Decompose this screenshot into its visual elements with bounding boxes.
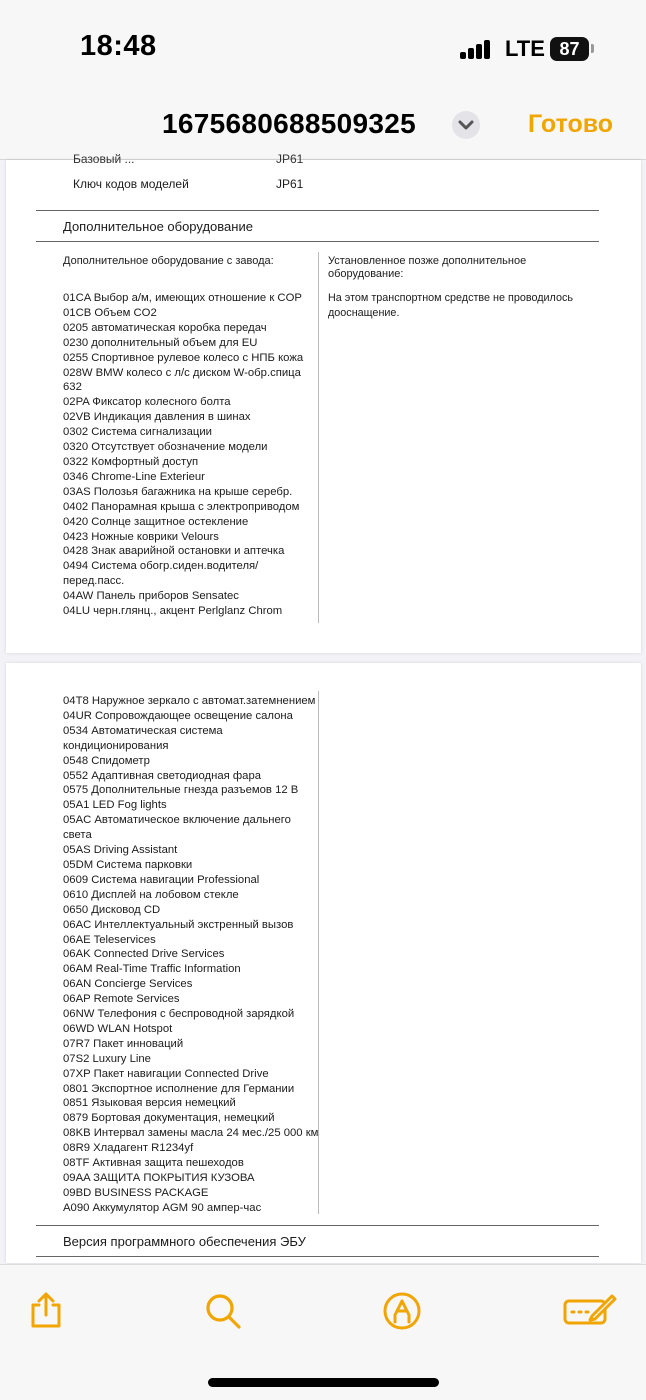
equipment-item: 05A1 LED Fog lights [63, 799, 167, 812]
battery-icon: 87 [550, 37, 589, 61]
equipment-item: 06WD WLAN Hotspot [63, 1022, 173, 1035]
equipment-item: перед.пасс. [63, 575, 125, 588]
equipment-item: 01CA Выбор а/м, имеющих отношение к COP [63, 292, 302, 304]
equipment-item: 06AK Connected Drive Services [63, 948, 225, 961]
retrofit-heading-line-1: Установленное позже дополнительное [328, 255, 527, 267]
equipment-item: 0402 Панорамная крыша с электроприводом [63, 500, 300, 513]
equipment-item: 0346 Chrome-Line Exterieur [63, 470, 205, 483]
network-type: LTE [505, 36, 545, 61]
equipment-item: 0851 Языковая версия немецкий [63, 1097, 236, 1110]
equipment-item: 05DM Система парковки [63, 858, 193, 871]
equipment-item: 08TF Активная защита пешеходов [63, 1157, 244, 1170]
retrofit-note-line-2: дооснащение. [328, 306, 400, 319]
factory-equipment-list [63, 291, 323, 619]
factory-equipment-heading: Дополнительное оборудование с завода: [63, 255, 274, 267]
equipment-item: 0534 Автоматическая система [63, 724, 223, 737]
home-indicator [208, 1378, 439, 1387]
equipment-item: 08KB Интервал замены масла 24 мес./25 000 км [63, 1127, 319, 1140]
clock: 18:48 [80, 30, 157, 62]
equipment-item: 0575 Дополнительные гнезда разъемов 12 В [63, 784, 299, 797]
divider [36, 241, 599, 242]
share-icon[interactable] [26, 1291, 66, 1331]
signal-strength-icon [460, 39, 492, 59]
model-key-value: JP61 [276, 177, 304, 191]
equipment-item: 0609 Система навигации Professional [63, 873, 260, 886]
equipment-item: 0322 Комфортный доступ [63, 455, 199, 468]
equipment-item: 05AS Driving Assistant [63, 844, 178, 857]
search-icon[interactable] [203, 1291, 243, 1331]
document-title[interactable]: 1675680688509325 [162, 108, 416, 139]
equipment-item: 07S2 Luxury Line [63, 1052, 151, 1065]
equipment-item: 01CB Объем CO2 [63, 306, 157, 319]
clipped-value: JP61 [276, 152, 304, 164]
model-key-label: Ключ кодов моделей [73, 177, 189, 191]
equipment-item: 0205 автоматическая коробка передач [63, 321, 267, 334]
equipment-item: 04UR Сопровождающее освещение салона [63, 709, 293, 722]
equipment-item: 0320 Отсутствует обозначение модели [63, 441, 268, 454]
equipment-item: 0879 Бортовая документация, немецкий [63, 1112, 275, 1125]
retrofit-note [328, 291, 598, 321]
document-page-2 [6, 663, 641, 1263]
equipment-item: 0650 Дисковод CD [63, 903, 161, 916]
markup-icon[interactable] [382, 1291, 422, 1331]
chevron-down-icon[interactable] [452, 111, 480, 139]
equipment-item: 028W BMW колесо с л/с диском W-обр.спица [63, 366, 301, 379]
equipment-item: 09AA ЗАЩИТА ПОКРЫТИЯ КУЗОВА [63, 1172, 255, 1184]
equipment-item: 05AC Автоматическое включение дальнего [63, 814, 291, 827]
equipment-item: 0548 Спидометр [63, 754, 150, 767]
equipment-item: 06AM Real-Time Traffic Information [63, 963, 241, 976]
equipment-item: 0420 Солнце защитное остекление [63, 515, 249, 528]
equipment-item: 07XP Пакет навигации Connected Drive [63, 1067, 269, 1080]
annotate-icon[interactable] [562, 1291, 618, 1331]
status-bar [0, 0, 646, 92]
equipment-item: света [63, 829, 92, 842]
equipment-item: 06AN Concierge Services [63, 978, 193, 991]
equipment-item: 08R9 Хладагент R1234yf [63, 1142, 194, 1155]
equipment-item: 09BD BUSINESS PACKAGE [63, 1186, 209, 1199]
divider [36, 210, 599, 211]
clipped-row [62, 152, 562, 164]
equipment-item: 04AW Панель приборов Sensatec [63, 590, 239, 603]
equipment-item: 07R7 Пакет инноваций [63, 1037, 184, 1050]
equipment-item: 06AP Remote Services [63, 993, 180, 1006]
equipment-item: 0230 дополнительный объем для EU [63, 336, 258, 349]
equipment-item: 06NW Телефония с беспроводной зарядкой [63, 1008, 295, 1021]
equipment-item: A090 Аккумулятор AGM 90 ампер-час [63, 1201, 262, 1214]
divider [36, 1225, 599, 1226]
equipment-item: 02PA Фиксатор колесного болта [63, 396, 231, 409]
equipment-item: 02VB Индикация давления в шинах [63, 411, 251, 424]
equipment-item: 0552 Адаптивная светодиодная фара [63, 769, 262, 782]
battery-nub [591, 44, 594, 53]
factory-equipment-list-continued [63, 694, 323, 1216]
document-page-1 [6, 152, 641, 653]
clipped-label: Базовый ... [73, 152, 135, 164]
equipment-item: 0302 Система сигнализации [63, 426, 212, 439]
equipment-item: кондиционирования [63, 739, 169, 752]
retrofit-note-line-1: На этом транспортном средстве не проводилось [328, 292, 574, 304]
section-title-ecu-software: Версия программного обеспечения ЭБУ [63, 1234, 306, 1249]
equipment-item: 0423 Ножные коврики Velours [63, 530, 219, 543]
document-header [0, 92, 646, 160]
equipment-item: 04LU черн.глянц., акцент Perlglanz Chrom [63, 605, 283, 618]
equipment-item: 04T8 Наружное зеркало с автомат.затемнением [63, 695, 316, 707]
section-title-equipment: Дополнительное оборудование [63, 219, 253, 234]
divider [36, 1256, 599, 1257]
equipment-item: 03AS Полозья багажника на крыше серебр. [63, 485, 293, 498]
equipment-item: 632 [63, 381, 82, 394]
equipment-item: 06AE Teleservices [63, 933, 156, 946]
equipment-item: 0255 Спортивное рулевое колесо с НПБ кожа [63, 351, 304, 364]
done-button[interactable]: Готово [528, 110, 614, 138]
equipment-item: 06AC Интеллектуальный экстренный вызов [63, 918, 294, 931]
retrofit-heading-line-2: оборудование: [328, 268, 404, 280]
equipment-item: 0610 Дисплей на лобовом стекле [63, 888, 239, 901]
equipment-item: 0494 Система обогр.сиден.водителя/ [63, 560, 259, 573]
equipment-item: 0801 Экспортное исполнение для Германии [63, 1082, 295, 1095]
equipment-item: 0428 Знак аварийной остановки и аптечка [63, 545, 285, 558]
